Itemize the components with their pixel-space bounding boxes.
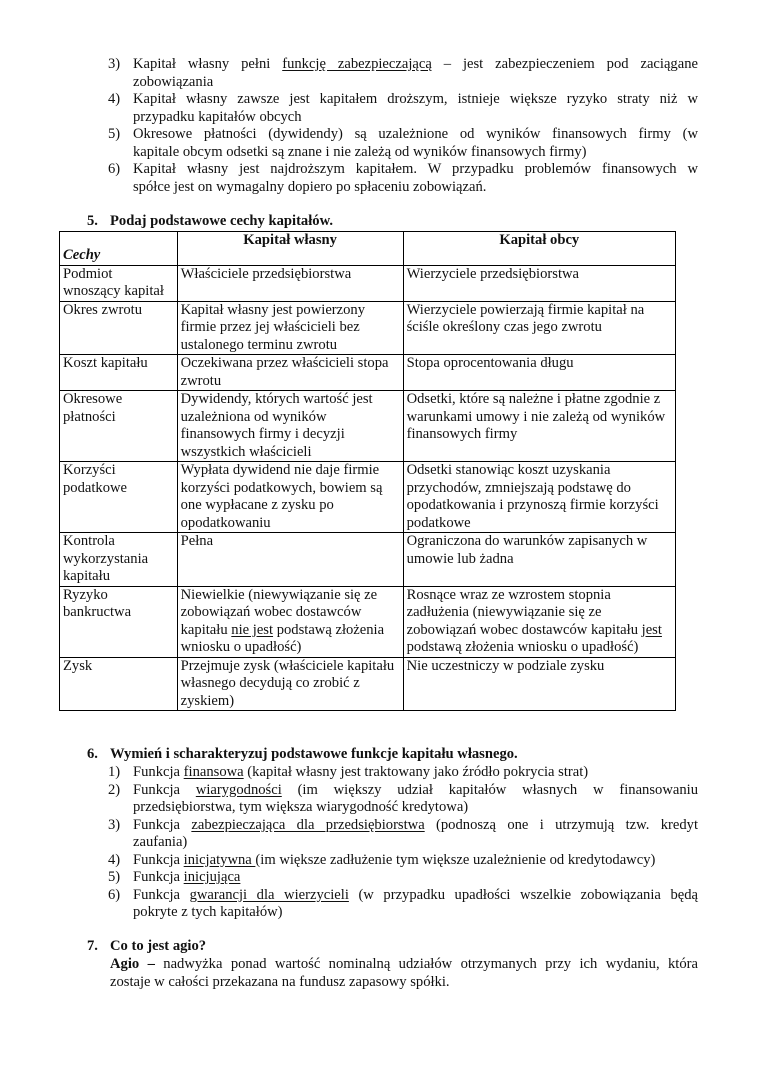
own-cell: Pełna (177, 533, 403, 587)
header-corner: Cechy (60, 232, 178, 266)
item-text-cont: zaufania) (133, 834, 188, 850)
item-text-cont: spółce jest on wymagalny dopiero po spłaceniu zobowiązań. (133, 178, 487, 195)
own-cell: Przejmuje zysk (właściciele kapitału własnego decydują co zrobić z zyskiem) (177, 657, 403, 711)
foreign-cell: Wierzyciele przedsiębiorstwa (403, 265, 675, 301)
definition-line: Agio – nadwyżka ponad wartość nominalną udziałów otrzymanych przy ich wydaniu, która (110, 956, 699, 972)
header-foreign-capital: Kapitał obcy (403, 232, 675, 266)
item-number: 3) (108, 56, 121, 72)
item-text: Funkcja gwarancji dla wierzycieli (w przypadku upadłości wszelkie zobowiązania będą (133, 886, 698, 903)
feature-cell: Podmiot wnoszący kapitał (60, 265, 178, 301)
item-text-cont: przypadku kapitałów obcych (133, 108, 302, 125)
item-number: 6) (108, 161, 121, 177)
item-number: 4) (108, 91, 121, 107)
list-item (0, 764, 760, 782)
functions-list (0, 764, 760, 922)
list-item (0, 161, 760, 196)
question-number: 5. (87, 213, 98, 229)
table-row (60, 462, 676, 533)
list-item (0, 126, 760, 161)
item-text: Funkcja inicjatywna (im większe zadłużenie tym większe uzależnienie od kredytodawcy) (133, 851, 656, 868)
item-text: Okresowe płatności (dywidendy) są uzależnione od wyników finansowych firmy (w (133, 126, 698, 142)
item-text: Kapitał własny zawsze jest kapitałem droższym, istnieje większe ryzyko straty niż w (133, 91, 698, 107)
item-number: 3) (108, 816, 121, 833)
item-number: 6) (108, 886, 121, 903)
top-list (0, 56, 760, 196)
item-text-cont: zobowiązania (133, 73, 214, 90)
foreign-cell: Nie uczestniczy w podziale zysku (403, 657, 675, 711)
question-6 (0, 746, 760, 764)
feature-cell: Okres zwrotu (60, 301, 178, 355)
feature-cell: Zysk (60, 657, 178, 711)
item-number: 1) (108, 764, 121, 780)
item-text-cont: kapitale obcym odsetki są znane i nie zależą od wyników finansowych firmy) (133, 143, 587, 160)
table-row (60, 657, 676, 711)
foreign-cell: Stopa oprocentowania długu (403, 355, 675, 391)
table-row (60, 533, 676, 587)
question-number: 6. (87, 746, 98, 762)
item-text: Funkcja wiarygodności (im większy udział kapitałów własnych w finansowaniu (133, 781, 698, 798)
definition-paragraph (0, 956, 760, 991)
foreign-cell: Wierzyciele powierzają firmie kapitał na ściśle określony czas jego zwrotu (403, 301, 675, 355)
list-item (0, 852, 760, 870)
item-number: 5) (108, 126, 121, 142)
own-cell: Oczekiwana przez właścicieli stopa zwrotu (177, 355, 403, 391)
own-cell: Niewielkie (niewywiązanie się ze zobowiązań wobec dostawców kapitału nie jest podstawą złożenia wniosku o upadłość) (177, 586, 403, 657)
own-cell: Dywidendy, których wartość jest uzależniona od wyników finansowych firmy i decyzji wszystkich właścicieli (177, 391, 403, 462)
feature-cell: Kontrola wykorzystania kapitału (60, 533, 178, 587)
item-number: 2) (108, 781, 121, 798)
item-text: Funkcja finansowa (kapitał własny jest traktowany jako źródło pokrycia strat) (133, 764, 589, 780)
feature-cell: Korzyści podatkowe (60, 462, 178, 533)
table-row (60, 391, 676, 462)
question-text: Podaj podstawowe cechy kapitałów. (110, 213, 333, 229)
list-item (0, 91, 760, 126)
table-header-row (60, 232, 676, 266)
feature-cell: Koszt kapitału (60, 355, 178, 391)
capital-features-table (59, 231, 676, 711)
foreign-cell: Odsetki stanowiąc koszt uzyskania przychodów, zmniejszają podstawę do opodatkowania i przynoszą firmie korzyści podatkowe (403, 462, 675, 533)
question-number: 7. (87, 938, 98, 954)
table-row (60, 301, 676, 355)
list-item (0, 817, 760, 852)
item-text: Kapitał własny jest najdroższym kapitałem. W przypadku problemów finansowych w (133, 161, 698, 177)
own-cell: Właściciele przedsiębiorstwa (177, 265, 403, 301)
table-row (60, 586, 676, 657)
list-item (0, 887, 760, 922)
list-item (0, 56, 760, 91)
agio-definition (0, 956, 760, 991)
list-item (0, 869, 760, 887)
item-text: Funkcja inicjująca (133, 869, 241, 885)
feature-cell: Ryzyko bankructwa (60, 586, 178, 657)
table-row (60, 355, 676, 391)
table-row (60, 265, 676, 301)
question-7 (0, 938, 760, 956)
item-text: Funkcja zabezpieczająca dla przedsiębiorstwa (podnoszą one i utrzymują tzw. kredyt (133, 816, 698, 833)
list-item (0, 782, 760, 817)
foreign-cell: Ograniczona do warunków zapisanych w umowie lub żadna (403, 533, 675, 587)
question-text: Co to jest agio? (110, 938, 207, 954)
question-text: Wymień i scharakteryzuj podstawowe funkcje kapitału własnego. (110, 746, 518, 762)
foreign-cell: Rosnące wraz ze wzrostem stopnia zadłużenia (niewywiązanie się ze zobowiązań wobec dostawców kapitału jest podstawą złożenia wniosku o upadłość) (403, 586, 675, 657)
header-own-capital: Kapitał własny (177, 232, 403, 266)
item-text-cont: pokryte z tych kapitałów) (133, 904, 283, 920)
item-number: 4) (108, 851, 121, 868)
definition-line-cont: zostaje w całości przekazana na fundusz zapasowy spółki. (110, 973, 450, 990)
own-cell: Wypłata dywidend nie daje firmie korzyści podatkowych, bowiem są one wypłacane z zysku po opodatkowaniu (177, 462, 403, 533)
own-cell: Kapitał własny jest powierzony firmie przez jej właścicieli bez ustalonego terminu zwrotu (177, 301, 403, 355)
question-5 (0, 213, 760, 231)
feature-cell: Okresowe płatności (60, 391, 178, 462)
item-text-cont: przedsiębiorstwa, tym większa wiarygodność kredytowa) (133, 799, 469, 815)
item-text: Kapitał własny pełni funkcję zabezpieczającą – jest zabezpieczeniem pod zaciągane (133, 56, 698, 72)
foreign-cell: Odsetki, które są należne i płatne zgodnie z warunkami umowy i nie zależą od wyników finansowych firmy (403, 391, 675, 462)
item-number: 5) (108, 869, 121, 885)
